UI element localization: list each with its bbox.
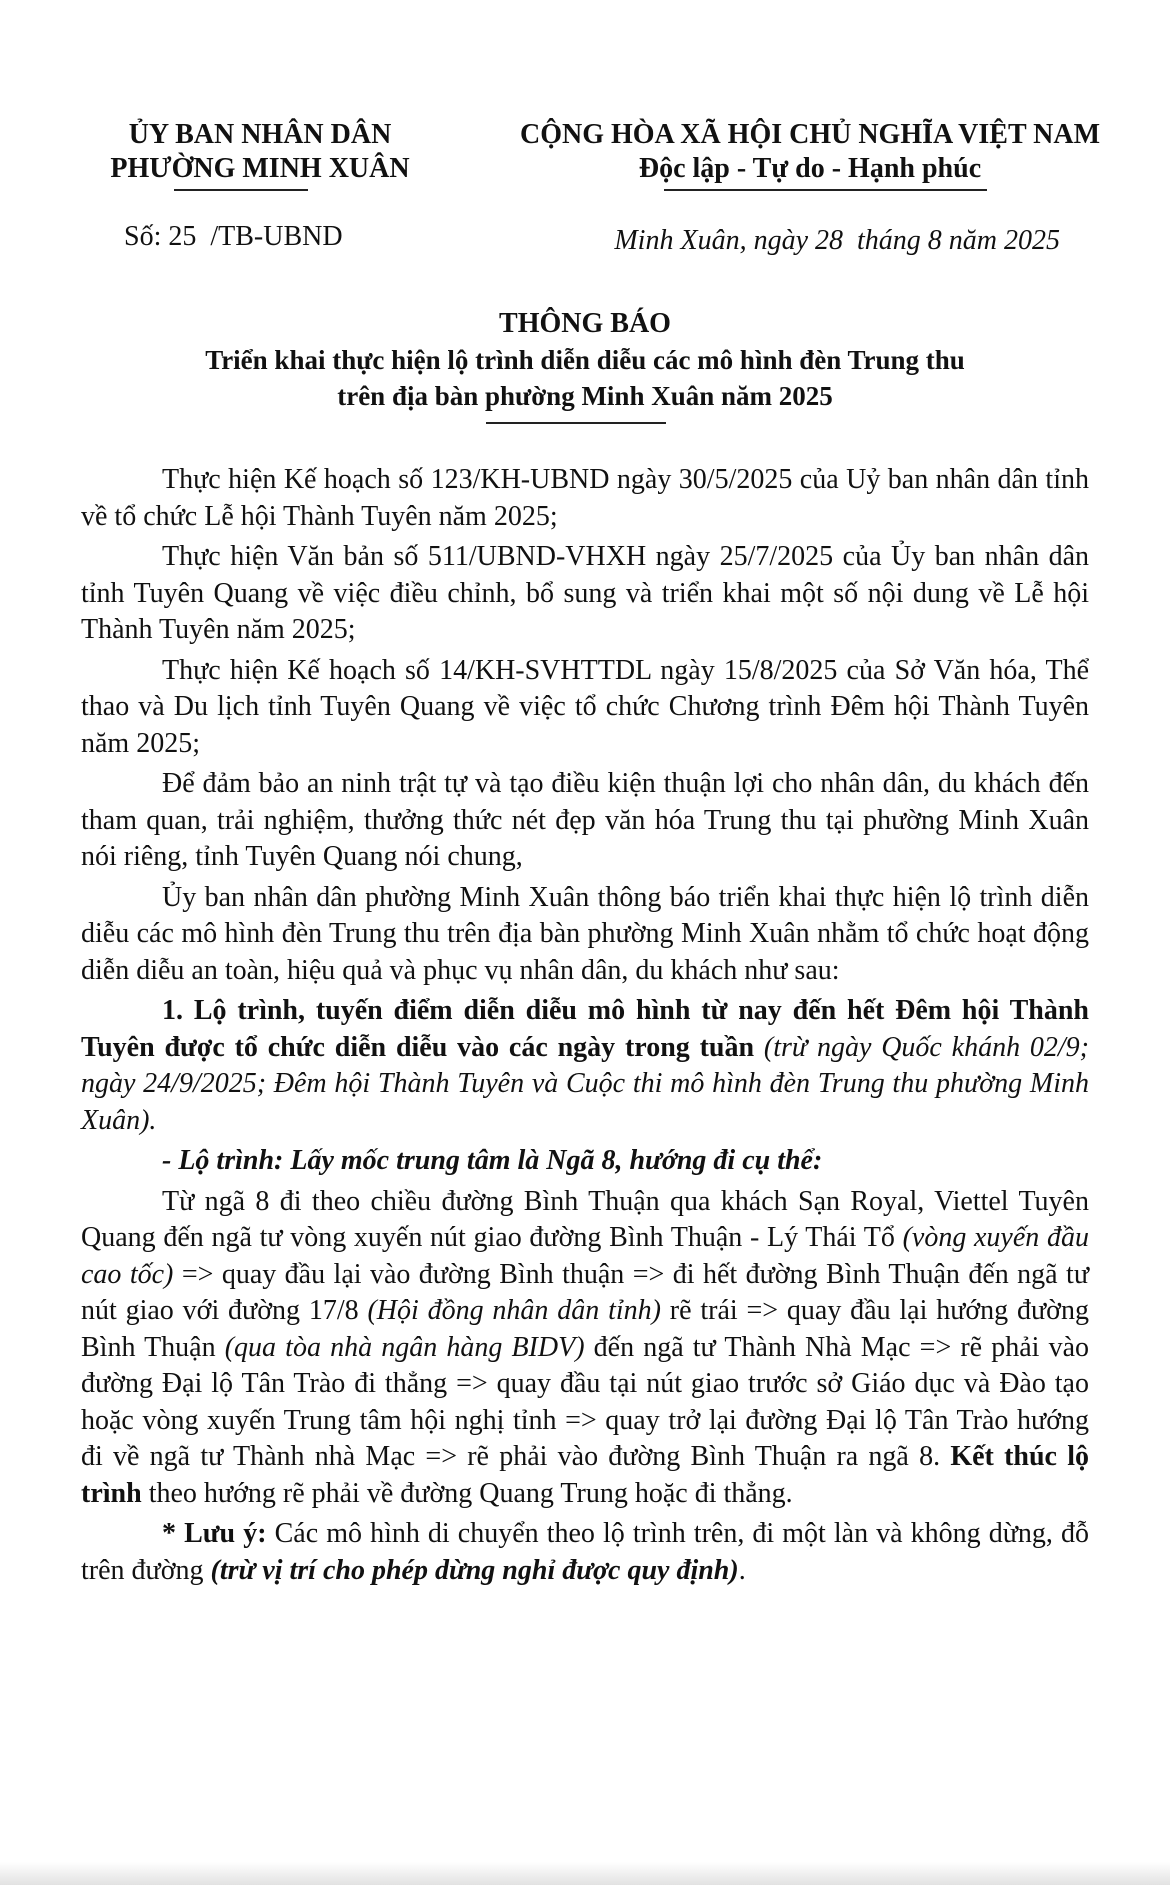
document-date: Minh Xuân, ngày 28 tháng 8 năm 2025: [614, 225, 1060, 256]
route-text-f: theo hướng rẽ phải về đường Quang Trung hoặc đi thẳng.: [141, 1477, 793, 1509]
route-text-d: đến ngã tư Thành Nhà Mạc => rẽ phải vào đường Đại lộ Tân Trào đi thẳng => quay đầu tại nút giao trước sở Giáo dục và Đào tạo hoặc vòng xuyến Trung tâm hội nghị tỉnh => quay trở lại đường Đại lộ Tân Trào hướng đi về ngã tư Thành nhà Mạc => rẽ phải vào đường Bình Thuận ra ngã 8.: [81, 1331, 1089, 1472]
note-paragraph: [81, 1516, 1089, 1589]
section-1-exceptions: (trừ ngày Quốc khánh 02/9; ngày 24/9/2025; Đêm hội Thành Tuyên và Cuộc thi mô hình đèn Trung thu phường Minh Xuân).: [81, 1031, 1089, 1136]
note-label: * Lưu ý:: [162, 1518, 267, 1549]
document-body: [81, 462, 1089, 1589]
issuer-line-2: PHƯỜNG MINH XUÂN: [110, 153, 410, 184]
route-note-b: (Hội đồng nhân dân tỉnh): [367, 1295, 661, 1326]
national-motto: Độc lập - Tự do - Hạnh phúc: [638, 153, 982, 184]
paragraph-basis-2: Thực hiện Văn bản số 511/UBND-VHXH ngày 25/7/2025 của Ủy ban nhân dân tỉnh Tuyên Quang về việc điều chỉnh, bổ sung và triển khai một số nội dung về Lễ hội Thành Tuyên năm 2025;: [81, 541, 1089, 645]
section-1: [81, 993, 1089, 1139]
subtitle-line-1: Triển khai thực hiện lộ trình diễn diễu các mô hình đèn Trung thu: [205, 345, 965, 375]
national-motto-block: [480, 118, 1140, 186]
title-underline: [486, 422, 666, 424]
section-1-heading: 1. Lộ trình, tuyến điểm diễn diễu mô hình từ nay đến hết Đêm hội Thành Tuyên được tổ chức diễn diễu vào các ngày trong tuần: [81, 995, 1089, 1063]
issuer-underline: [174, 189, 308, 191]
route-note-a: (vòng xuyến đầu cao tốc): [81, 1222, 1089, 1290]
note-exception: (trừ vị trí cho phép dừng nghỉ được quy định): [210, 1554, 739, 1586]
document-title: THÔNG BÁO: [499, 308, 671, 339]
route-note-c: (qua tòa nhà ngân hàng BIDV): [224, 1331, 585, 1363]
note-end: .: [738, 1554, 746, 1586]
paragraph-announcement: Ủy ban nhân dân phường Minh Xuân thông báo triển khai thực hiện lộ trình diễn diễu các mô hình đèn Trung thu trên địa bàn phường Minh Xuân nhằm tổ chức hoạt động diễn diễu an toàn, hiệu quả và phục vụ nhân dân, du khách như sau:: [81, 881, 1089, 986]
issuer-line-1: ỦY BAN NHÂN DÂN: [128, 119, 392, 150]
route-description: [81, 1184, 1089, 1513]
paragraph-purpose: Để đảm bảo an ninh trật tự và tạo điều kiện thuận lợi cho nhân dân, du khách đến tham quan, trải nghiệm, thưởng thức nét đẹp văn hóa Trung thu tại phường Minh Xuân nói riêng, tỉnh Tuyên Quang nói chung,: [81, 768, 1089, 872]
subtitle-line-2: trên địa bàn phường Minh Xuân năm 2025: [337, 381, 833, 411]
route-text-c: rẽ trái => quay đầu lại hướng đường Bình Thuận: [81, 1295, 1089, 1363]
page-bottom-edge: [0, 1862, 1170, 1885]
route-text-b: => quay đầu lại vào đường Bình thuận => đi hết đường Bình Thuận đến ngã tư nút giao với đường 17/8: [81, 1258, 1089, 1326]
paragraph-basis-1: Thực hiện Kế hoạch số 123/KH-UBND ngày 30/5/2025 của Uỷ ban nhân dân tỉnh về tổ chức Lễ hội Thành Tuyên năm 2025;: [81, 464, 1089, 532]
document-subtitle: [60, 342, 1110, 414]
note-text: Các mô hình di chuyển theo lộ trình trên, đi một làn và không dừng, đỗ trên đường: [81, 1518, 1089, 1586]
issuer-block: [60, 118, 460, 186]
route-heading: - Lộ trình: Lấy mốc trung tâm là Ngã 8, hướng đi cụ thể:: [162, 1145, 823, 1176]
national-name: CỘNG HÒA XÃ HỘI CHỦ NGHĨA VIỆT NAM: [519, 119, 1101, 150]
motto-underline: [664, 189, 987, 191]
paragraph-basis-3: Thực hiện Kế hoạch số 14/KH-SVHTTDL ngày 15/8/2025 của Sở Văn hóa, Thể thao và Du lịch tỉnh Tuyên Quang về việc tổ chức Chương trình Đêm hội Thành Tuyên năm 2025;: [81, 654, 1089, 759]
document-number: Số: 25 /TB-UBND: [124, 221, 343, 252]
route-end-label: Kết thúc lộ trình: [81, 1441, 1089, 1509]
route-text-a: Từ ngã 8 đi theo chiều đường Bình Thuận qua khách Sạn Royal, Viettel Tuyên Quang đến ngã tư vòng xuyến nút giao đường Bình Thuận - Lý Thái Tổ: [81, 1185, 1089, 1253]
